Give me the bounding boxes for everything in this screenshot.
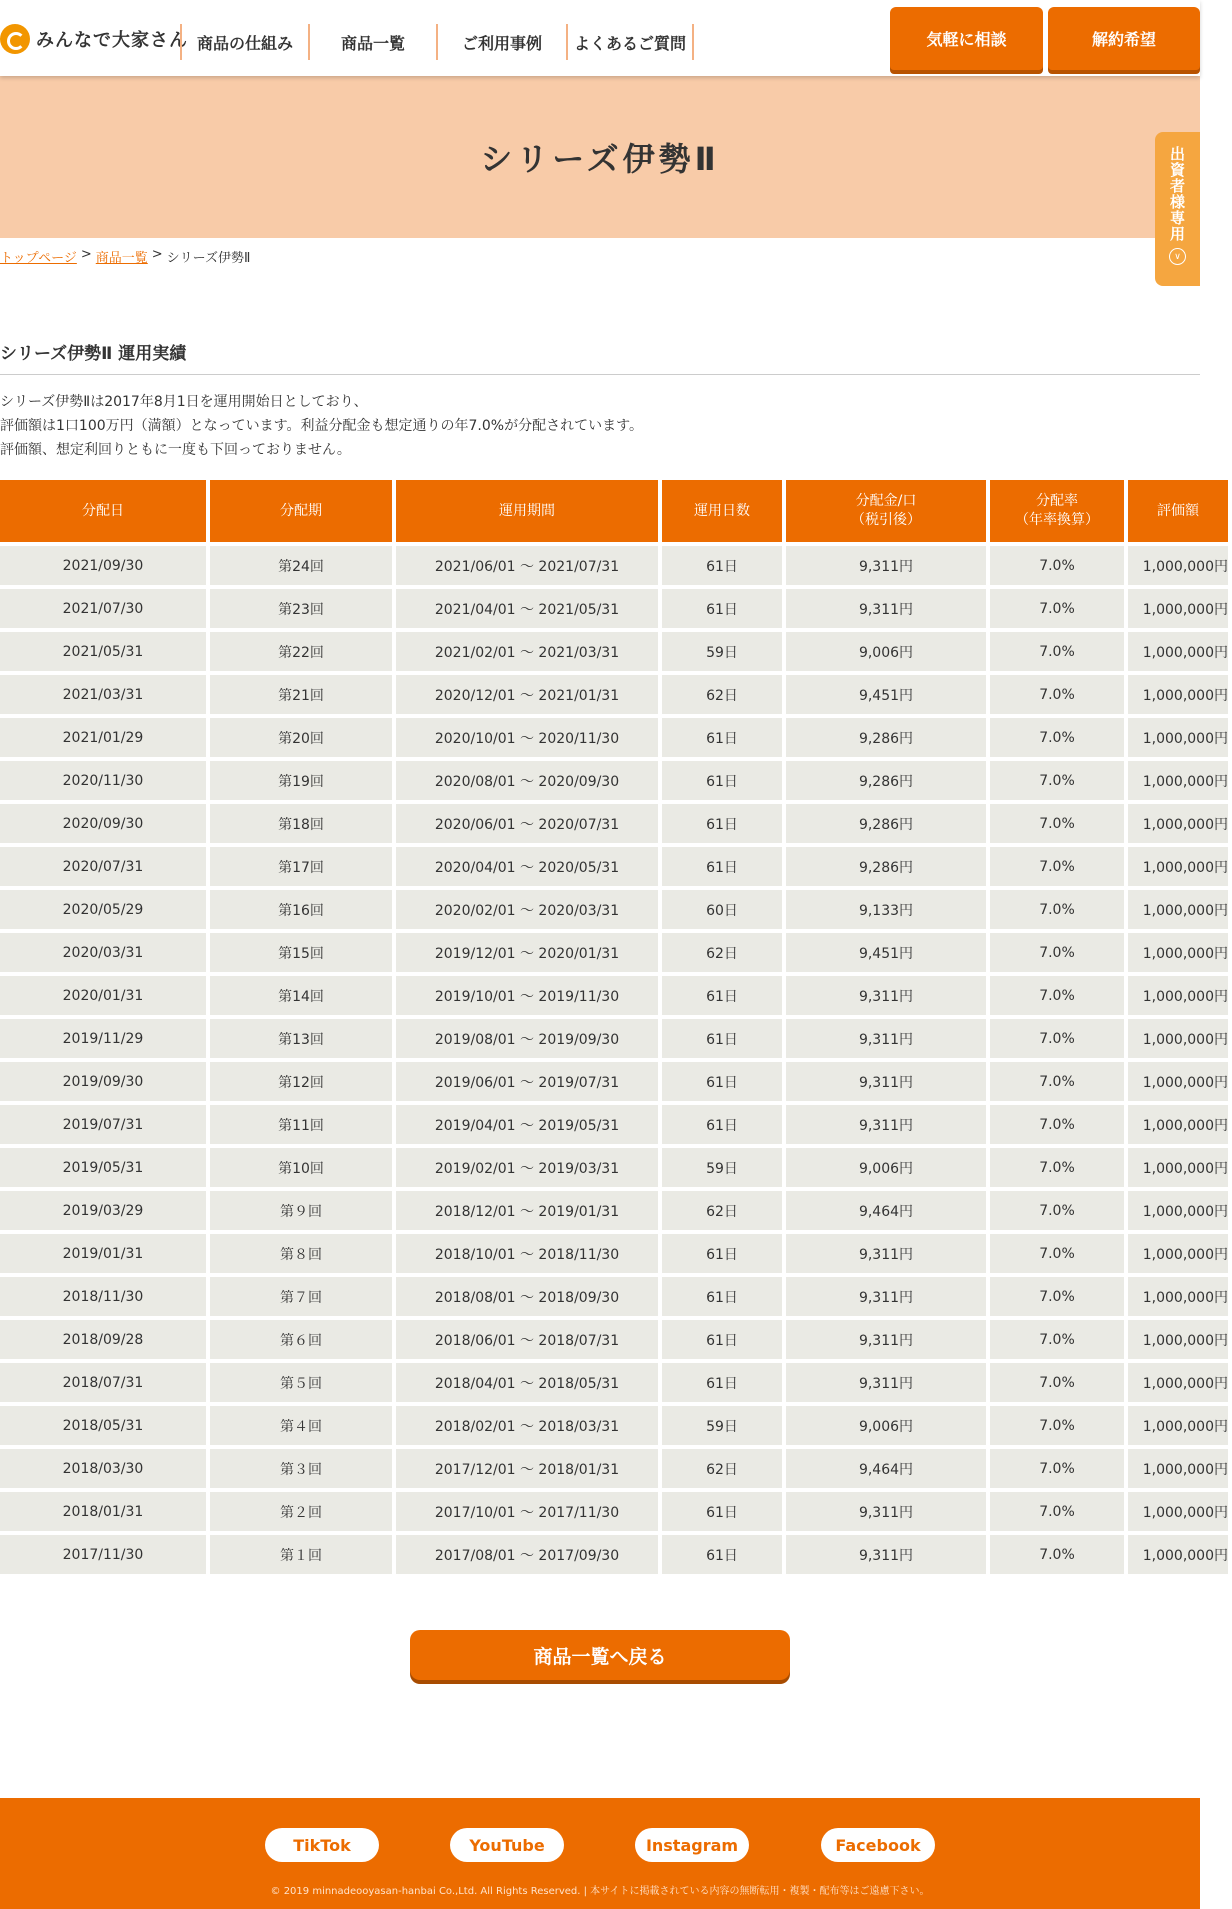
cell-period-no: 第11回 bbox=[210, 1105, 392, 1144]
cell-period: 2019/06/01 ～ 2019/07/31 bbox=[396, 1062, 658, 1101]
table-row bbox=[0, 804, 1228, 843]
table-row bbox=[0, 675, 1228, 714]
investor-only-tab[interactable] bbox=[1155, 132, 1200, 286]
th-rate: 分配率 （年率換算） bbox=[990, 480, 1124, 542]
cell-valuation: 1,000,000円 bbox=[1128, 761, 1228, 800]
cell-days: 62日 bbox=[662, 933, 782, 972]
table-row bbox=[0, 1406, 1228, 1445]
table-row bbox=[0, 1191, 1228, 1230]
cell-period: 2018/12/01 ～ 2019/01/31 bbox=[396, 1191, 658, 1230]
cell-valuation: 1,000,000円 bbox=[1128, 890, 1228, 929]
cell-period: 2018/08/01 ～ 2018/09/30 bbox=[396, 1277, 658, 1316]
table-row bbox=[0, 761, 1228, 800]
table-row bbox=[0, 1363, 1228, 1402]
cell-valuation: 1,000,000円 bbox=[1128, 1492, 1228, 1531]
cell-rate: 7.0% bbox=[990, 890, 1124, 929]
cell-days: 61日 bbox=[662, 589, 782, 628]
table-row bbox=[0, 847, 1228, 886]
cell-valuation: 1,000,000円 bbox=[1128, 589, 1228, 628]
cell-period-no: 第１回 bbox=[210, 1535, 392, 1574]
cell-period-no: 第17回 bbox=[210, 847, 392, 886]
nav-item-products[interactable]: 商品一覧 bbox=[308, 24, 436, 60]
cell-dividend: 9,311円 bbox=[786, 1019, 986, 1058]
cell-period-no: 第21回 bbox=[210, 675, 392, 714]
cell-period-no: 第19回 bbox=[210, 761, 392, 800]
cell-valuation: 1,000,000円 bbox=[1128, 1535, 1228, 1574]
cell-valuation: 1,000,000円 bbox=[1128, 933, 1228, 972]
table-row bbox=[0, 890, 1228, 929]
investor-only-label: 出資者様専用 bbox=[1168, 146, 1186, 242]
cell-valuation: 1,000,000円 bbox=[1128, 1277, 1228, 1316]
performance-table bbox=[0, 476, 1232, 1578]
cell-valuation: 1,000,000円 bbox=[1128, 1191, 1228, 1230]
cell-period: 2020/10/01 ～ 2020/11/30 bbox=[396, 718, 658, 757]
cell-rate: 7.0% bbox=[990, 1535, 1124, 1574]
cell-period: 2017/08/01 ～ 2017/09/30 bbox=[396, 1535, 658, 1574]
cell-dividend: 9,311円 bbox=[786, 1105, 986, 1144]
cell-days: 61日 bbox=[662, 976, 782, 1015]
breadcrumb-separator: > bbox=[151, 247, 163, 262]
cell-period: 2020/08/01 ～ 2020/09/30 bbox=[396, 761, 658, 800]
cell-period-no: 第14回 bbox=[210, 976, 392, 1015]
th-valuation: 評価額 bbox=[1128, 480, 1228, 542]
table-row bbox=[0, 1492, 1228, 1531]
cell-days: 60日 bbox=[662, 890, 782, 929]
intro-line: 評価額は1口100万円（満額）となっています。利益分配金も想定通りの年7.0%が分配されています。 bbox=[0, 418, 643, 434]
th-days: 運用日数 bbox=[662, 480, 782, 542]
cell-rate: 7.0% bbox=[990, 1277, 1124, 1316]
instagram-link[interactable]: Instagram bbox=[635, 1828, 749, 1862]
cell-valuation: 1,000,000円 bbox=[1128, 847, 1228, 886]
cell-valuation: 1,000,000円 bbox=[1128, 1320, 1228, 1359]
breadcrumb-list-link[interactable]: 商品一覧 bbox=[95, 251, 148, 266]
table-row bbox=[0, 933, 1228, 972]
cell-date: 2018/11/30 bbox=[0, 1277, 206, 1316]
cell-dividend: 9,133円 bbox=[786, 890, 986, 929]
cell-period-no: 第９回 bbox=[210, 1191, 392, 1230]
cell-valuation: 1,000,000円 bbox=[1128, 1019, 1228, 1058]
table-row bbox=[0, 589, 1228, 628]
cell-rate: 7.0% bbox=[990, 1148, 1124, 1187]
cell-period: 2019/02/01 ～ 2019/03/31 bbox=[396, 1148, 658, 1187]
cell-period: 2020/12/01 ～ 2021/01/31 bbox=[396, 675, 658, 714]
th-period: 運用期間 bbox=[396, 480, 658, 542]
cell-valuation: 1,000,000円 bbox=[1128, 1105, 1228, 1144]
cell-days: 61日 bbox=[662, 1363, 782, 1402]
cell-date: 2020/11/30 bbox=[0, 761, 206, 800]
cell-rate: 7.0% bbox=[990, 1234, 1124, 1273]
breadcrumb-home-link[interactable]: トップページ bbox=[0, 251, 77, 266]
cell-period: 2021/06/01 ～ 2021/07/31 bbox=[396, 546, 658, 585]
cell-period: 2017/12/01 ～ 2018/01/31 bbox=[396, 1449, 658, 1488]
cell-period-no: 第５回 bbox=[210, 1363, 392, 1402]
breadcrumb-separator: > bbox=[80, 247, 92, 262]
cell-valuation: 1,000,000円 bbox=[1128, 1234, 1228, 1273]
table-row bbox=[0, 1019, 1228, 1058]
table-row bbox=[0, 976, 1228, 1015]
page-title: シリーズ伊勢Ⅱ bbox=[480, 140, 720, 178]
cell-period-no: 第24回 bbox=[210, 546, 392, 585]
table-row bbox=[0, 1234, 1228, 1273]
cell-period-no: 第４回 bbox=[210, 1406, 392, 1445]
cell-period-no: 第12回 bbox=[210, 1062, 392, 1101]
cell-date: 2017/11/30 bbox=[0, 1535, 206, 1574]
cell-period-no: 第20回 bbox=[210, 718, 392, 757]
cell-rate: 7.0% bbox=[990, 589, 1124, 628]
cell-period: 2018/10/01 ～ 2018/11/30 bbox=[396, 1234, 658, 1273]
cell-period: 2019/12/01 ～ 2020/01/31 bbox=[396, 933, 658, 972]
cell-valuation: 1,000,000円 bbox=[1128, 632, 1228, 671]
intro-text bbox=[0, 390, 643, 462]
table-row bbox=[0, 718, 1228, 757]
cell-dividend: 9,451円 bbox=[786, 933, 986, 972]
cell-rate: 7.0% bbox=[990, 1320, 1124, 1359]
cell-date: 2019/01/31 bbox=[0, 1234, 206, 1273]
cell-period: 2020/04/01 ～ 2020/05/31 bbox=[396, 847, 658, 886]
cell-dividend: 9,311円 bbox=[786, 1277, 986, 1316]
cell-period: 2021/02/01 ～ 2021/03/31 bbox=[396, 632, 658, 671]
cell-rate: 7.0% bbox=[990, 718, 1124, 757]
logo-text: みんなで大家さん bbox=[36, 30, 188, 51]
cell-dividend: 9,006円 bbox=[786, 632, 986, 671]
copyright: © 2019 minnadeooyasan-hanbai Co.,Ltd. All Rights Reserved. | 本サイトに掲載されている内容の無断転用・複製・配布等はご遠慮下さい。 bbox=[270, 1886, 930, 1897]
cell-period-no: 第６回 bbox=[210, 1320, 392, 1359]
cell-dividend: 9,464円 bbox=[786, 1191, 986, 1230]
cell-period: 2021/04/01 ～ 2021/05/31 bbox=[396, 589, 658, 628]
cell-valuation: 1,000,000円 bbox=[1128, 718, 1228, 757]
cell-dividend: 9,286円 bbox=[786, 847, 986, 886]
cell-date: 2019/07/31 bbox=[0, 1105, 206, 1144]
cell-dividend: 9,311円 bbox=[786, 1535, 986, 1574]
section-title: シリーズ伊勢Ⅱ 運用実績 bbox=[0, 339, 1200, 375]
cell-date: 2020/07/31 bbox=[0, 847, 206, 886]
cell-dividend: 9,286円 bbox=[786, 718, 986, 757]
chevron-down-icon: ∨ bbox=[1169, 248, 1186, 265]
tiktok-link[interactable]: TikTok bbox=[265, 1828, 379, 1862]
nav-item-mechanism[interactable]: 商品の仕組み bbox=[180, 24, 308, 60]
intro-line: 評価額、想定利回りともに一度も下回っておりません。 bbox=[0, 442, 351, 458]
cell-days: 61日 bbox=[662, 546, 782, 585]
cell-dividend: 9,311円 bbox=[786, 1234, 986, 1273]
cell-date: 2021/03/31 bbox=[0, 675, 206, 714]
cell-days: 61日 bbox=[662, 1105, 782, 1144]
cell-rate: 7.0% bbox=[990, 1105, 1124, 1144]
cell-valuation: 1,000,000円 bbox=[1128, 976, 1228, 1015]
cell-valuation: 1,000,000円 bbox=[1128, 675, 1228, 714]
cell-days: 61日 bbox=[662, 1535, 782, 1574]
cell-period: 2020/06/01 ～ 2020/07/31 bbox=[396, 804, 658, 843]
table-row bbox=[0, 1535, 1228, 1574]
cell-rate: 7.0% bbox=[990, 761, 1124, 800]
th-dividend: 分配金/口 （税引後） bbox=[786, 480, 986, 542]
cell-dividend: 9,464円 bbox=[786, 1449, 986, 1488]
cell-date: 2018/03/30 bbox=[0, 1449, 206, 1488]
cell-date: 2018/07/31 bbox=[0, 1363, 206, 1402]
cell-period-no: 第10回 bbox=[210, 1148, 392, 1187]
cell-days: 61日 bbox=[662, 1492, 782, 1531]
table-body bbox=[0, 546, 1228, 1574]
cell-date: 2021/01/29 bbox=[0, 718, 206, 757]
back-to-list-button[interactable]: 商品一覧へ戻る bbox=[410, 1630, 790, 1680]
cell-period-no: 第８回 bbox=[210, 1234, 392, 1273]
cell-days: 61日 bbox=[662, 761, 782, 800]
cancel-request-button[interactable]: 解約希望 bbox=[1048, 7, 1200, 70]
cell-period-no: 第３回 bbox=[210, 1449, 392, 1488]
cell-dividend: 9,311円 bbox=[786, 1062, 986, 1101]
cell-period-no: 第15回 bbox=[210, 933, 392, 972]
site-footer bbox=[0, 1798, 1200, 1909]
cell-period-no: 第16回 bbox=[210, 890, 392, 929]
cell-dividend: 9,311円 bbox=[786, 1363, 986, 1402]
cell-rate: 7.0% bbox=[990, 1191, 1124, 1230]
cell-period-no: 第２回 bbox=[210, 1492, 392, 1531]
page-hero bbox=[0, 76, 1200, 238]
cell-period-no: 第18回 bbox=[210, 804, 392, 843]
cell-days: 62日 bbox=[662, 1449, 782, 1488]
cell-date: 2018/05/31 bbox=[0, 1406, 206, 1445]
cell-date: 2019/03/29 bbox=[0, 1191, 206, 1230]
cell-days: 61日 bbox=[662, 1019, 782, 1058]
consult-button[interactable]: 気軽に相談 bbox=[890, 7, 1043, 70]
cell-days: 61日 bbox=[662, 804, 782, 843]
cell-rate: 7.0% bbox=[990, 933, 1124, 972]
cell-period: 2020/02/01 ～ 2020/03/31 bbox=[396, 890, 658, 929]
cell-period-no: 第22回 bbox=[210, 632, 392, 671]
logo-icon bbox=[0, 24, 30, 54]
cell-valuation: 1,000,000円 bbox=[1128, 1449, 1228, 1488]
cell-rate: 7.0% bbox=[990, 546, 1124, 585]
cell-period: 2018/04/01 ～ 2018/05/31 bbox=[396, 1363, 658, 1402]
table-row bbox=[0, 1277, 1228, 1316]
facebook-link[interactable]: Facebook bbox=[821, 1828, 935, 1862]
cell-days: 61日 bbox=[662, 1320, 782, 1359]
cell-dividend: 9,451円 bbox=[786, 675, 986, 714]
table-row bbox=[0, 1320, 1228, 1359]
cell-days: 61日 bbox=[662, 718, 782, 757]
site-header bbox=[0, 0, 1200, 76]
cell-dividend: 9,311円 bbox=[786, 976, 986, 1015]
cell-valuation: 1,000,000円 bbox=[1128, 1148, 1228, 1187]
nav-item-faq[interactable]: よくあるご質問 bbox=[566, 24, 694, 60]
cell-period: 2018/02/01 ～ 2018/03/31 bbox=[396, 1406, 658, 1445]
cell-date: 2018/09/28 bbox=[0, 1320, 206, 1359]
cell-date: 2020/01/31 bbox=[0, 976, 206, 1015]
cell-date: 2019/09/30 bbox=[0, 1062, 206, 1101]
youtube-link[interactable]: YouTube bbox=[450, 1828, 564, 1862]
cell-date: 2021/07/30 bbox=[0, 589, 206, 628]
cell-days: 62日 bbox=[662, 1191, 782, 1230]
table-row bbox=[0, 1062, 1228, 1101]
cell-date: 2021/09/30 bbox=[0, 546, 206, 585]
cell-period-no: 第23回 bbox=[210, 589, 392, 628]
cell-date: 2021/05/31 bbox=[0, 632, 206, 671]
cell-dividend: 9,311円 bbox=[786, 1492, 986, 1531]
nav-item-cases[interactable]: ご利用事例 bbox=[436, 24, 566, 60]
cell-rate: 7.0% bbox=[990, 1406, 1124, 1445]
cell-valuation: 1,000,000円 bbox=[1128, 804, 1228, 843]
cell-dividend: 9,311円 bbox=[786, 546, 986, 585]
th-period-no: 分配期 bbox=[210, 480, 392, 542]
table-row bbox=[0, 1148, 1228, 1187]
cell-valuation: 1,000,000円 bbox=[1128, 546, 1228, 585]
th-date: 分配日 bbox=[0, 480, 206, 542]
breadcrumb-current: シリーズ伊勢Ⅱ bbox=[166, 251, 251, 266]
intro-line: シリーズ伊勢Ⅱは2017年8月1日を運用開始日としており、 bbox=[0, 394, 368, 410]
cell-days: 61日 bbox=[662, 1234, 782, 1273]
cell-rate: 7.0% bbox=[990, 847, 1124, 886]
cell-dividend: 9,286円 bbox=[786, 804, 986, 843]
breadcrumb bbox=[0, 247, 250, 266]
table-row bbox=[0, 1449, 1228, 1488]
main-nav bbox=[180, 24, 694, 60]
table-row bbox=[0, 1105, 1228, 1144]
cell-dividend: 9,286円 bbox=[786, 761, 986, 800]
cell-rate: 7.0% bbox=[990, 1062, 1124, 1101]
cell-period: 2019/10/01 ～ 2019/11/30 bbox=[396, 976, 658, 1015]
cell-dividend: 9,311円 bbox=[786, 589, 986, 628]
cell-rate: 7.0% bbox=[990, 632, 1124, 671]
cell-date: 2019/11/29 bbox=[0, 1019, 206, 1058]
cell-rate: 7.0% bbox=[990, 804, 1124, 843]
cell-dividend: 9,311円 bbox=[786, 1320, 986, 1359]
cell-days: 61日 bbox=[662, 1062, 782, 1101]
cell-days: 59日 bbox=[662, 632, 782, 671]
cell-period-no: 第13回 bbox=[210, 1019, 392, 1058]
cell-period: 2017/10/01 ～ 2017/11/30 bbox=[396, 1492, 658, 1531]
cell-days: 61日 bbox=[662, 1277, 782, 1316]
cell-period-no: 第７回 bbox=[210, 1277, 392, 1316]
cell-rate: 7.0% bbox=[990, 1363, 1124, 1402]
table-header-row bbox=[0, 480, 1228, 542]
cell-valuation: 1,000,000円 bbox=[1128, 1062, 1228, 1101]
table-row bbox=[0, 546, 1228, 585]
cell-days: 59日 bbox=[662, 1406, 782, 1445]
cell-date: 2020/03/31 bbox=[0, 933, 206, 972]
cell-date: 2019/05/31 bbox=[0, 1148, 206, 1187]
cell-date: 2018/01/31 bbox=[0, 1492, 206, 1531]
cell-days: 62日 bbox=[662, 675, 782, 714]
site-logo[interactable] bbox=[0, 22, 188, 56]
cell-days: 59日 bbox=[662, 1148, 782, 1187]
cell-rate: 7.0% bbox=[990, 1019, 1124, 1058]
cell-days: 61日 bbox=[662, 847, 782, 886]
cell-period: 2018/06/01 ～ 2018/07/31 bbox=[396, 1320, 658, 1359]
table-row bbox=[0, 632, 1228, 671]
cell-dividend: 9,006円 bbox=[786, 1406, 986, 1445]
cell-rate: 7.0% bbox=[990, 675, 1124, 714]
cell-rate: 7.0% bbox=[990, 1492, 1124, 1531]
cell-period: 2019/04/01 ～ 2019/05/31 bbox=[396, 1105, 658, 1144]
cell-period: 2019/08/01 ～ 2019/09/30 bbox=[396, 1019, 658, 1058]
cell-valuation: 1,000,000円 bbox=[1128, 1406, 1228, 1445]
cell-rate: 7.0% bbox=[990, 1449, 1124, 1488]
cell-rate: 7.0% bbox=[990, 976, 1124, 1015]
cell-date: 2020/05/29 bbox=[0, 890, 206, 929]
cell-dividend: 9,006円 bbox=[786, 1148, 986, 1187]
cell-date: 2020/09/30 bbox=[0, 804, 206, 843]
cell-valuation: 1,000,000円 bbox=[1128, 1363, 1228, 1402]
